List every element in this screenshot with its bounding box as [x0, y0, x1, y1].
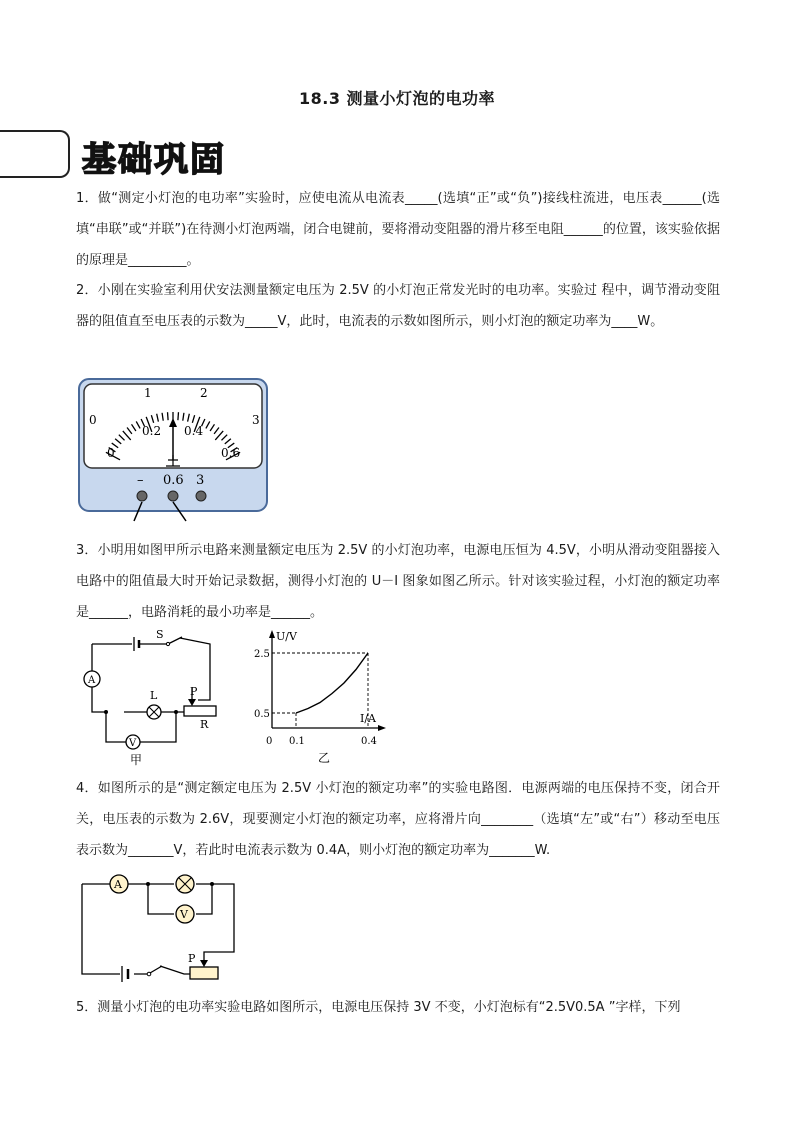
slider-arrow — [188, 699, 196, 706]
ammeter-label: A — [114, 878, 122, 891]
question-number: 3． — [76, 543, 98, 558]
question-text: 做“测定小灯泡的电功率”实验时，应使电流从电流表_____(选填“正”或“负”)接线柱流进，电压表______(选填“串联”或“并联”)在待测小灯泡两端，闭合电键前，要将滑动变阻器的滑片移至电阻______的位置，该实验依据的原理是_________。 — [76, 191, 720, 268]
graph-guide-lines — [272, 653, 368, 728]
circuit-q4 — [76, 874, 240, 982]
junction-dot — [210, 882, 214, 886]
x-axis-label: I/A — [360, 712, 376, 725]
ammeter-terminal-3 — [196, 491, 206, 501]
figure-caption: 乙 — [318, 751, 331, 765]
question-number: 4． — [76, 781, 98, 796]
voltmeter-label: V — [180, 908, 188, 921]
ammeter-terminal-label: 3 — [196, 473, 205, 488]
ammeter-top-label: 0 — [89, 413, 97, 427]
question-number: 1． — [76, 191, 98, 206]
ammeter-tick — [178, 412, 179, 420]
section-header — [0, 130, 300, 178]
slider-arrow — [200, 960, 208, 967]
rheostat-label: R — [200, 718, 209, 731]
switch-label: S — [156, 628, 164, 641]
ammeter-bottom-label: 0.2 — [142, 424, 162, 438]
question-number: 2． — [76, 283, 98, 298]
y-tick-label: 2.5 — [254, 649, 270, 660]
y-tick-label: 0.5 — [254, 709, 270, 720]
switch-lever — [168, 637, 182, 644]
ammeter-terminal-label: 0.6 — [163, 473, 184, 488]
question-number: 5． — [76, 1000, 98, 1015]
question-text: 小明用如图甲所示电路来测量额定电压为 2.5V 的小灯泡功率，电源电压恒为 4.5V，小明从滑动变阻器接入电路中的阻值最大时开始记录数据，测得小灯泡的 U－I 图象如图乙所示。针对该实验过程，小灯泡的额定功率是______，电路消耗的最小功率是______。 — [76, 543, 720, 620]
x-tick-label: 0.1 — [289, 736, 305, 747]
circuit-jia — [76, 628, 226, 768]
question-3 — [76, 535, 720, 628]
question-2 — [76, 275, 720, 337]
figure-caption: 甲 — [130, 753, 143, 767]
y-axis-arrow — [269, 630, 275, 638]
switch-pivot — [166, 642, 169, 645]
ammeter-label: A — [88, 675, 96, 686]
x-axis-arrow — [378, 725, 386, 731]
switch-lever — [150, 966, 162, 973]
voltmeter-label: V — [129, 738, 137, 749]
ammeter-bottom-label: 0.6 — [221, 446, 241, 460]
ammeter-bottom-label: 0.4 — [184, 424, 204, 438]
circuit-wire — [82, 884, 234, 974]
rheostat-symbol — [184, 706, 216, 716]
question-1 — [76, 183, 720, 276]
question-text: 测量小灯泡的电功率实验电路如图所示，电源电压保持 3V 不变，小灯泡标有“2.5V0.5A ”字样，下列 — [97, 1000, 681, 1015]
question-text: 如图所示的是“测定额定电压为 2.5V 小灯泡的额定功率”的实验电路图．电源两端的电压保持不变，闭合开关，电压表的示数为 2.6V，现要测定小灯泡的额定功率，应将滑片向________（选填“左”或“右”）移动至电压表示数为_______V，若此时电流表示数为 0.4A，则小灯泡的额定功率为_______W. — [76, 781, 720, 858]
ammeter-tick — [168, 412, 169, 420]
ammeter-figure — [76, 376, 272, 522]
ammeter-terminal-0.6 — [168, 491, 178, 501]
ammeter-top-label: 2 — [200, 386, 208, 400]
junction-dot — [104, 710, 108, 714]
junction-dot — [146, 882, 150, 886]
question-5 — [76, 992, 720, 1023]
slider-label: P — [188, 952, 196, 965]
question-text: 小刚在实验室利用伏安法测量额定电压为 2.5V 的小灯泡正常发光时的电功率。实验过 程中，调节滑动变阻器的阻值直至电压表的示数为_____V，此时，电流表的示数如图所示，则小灯泡的额定功率为____W。 — [76, 283, 720, 329]
u-i-curve — [296, 653, 368, 713]
section-heading: 基础巩固 — [82, 140, 226, 180]
rheostat-symbol — [190, 967, 218, 979]
ammeter-top-label: 3 — [252, 413, 260, 427]
origin-label: 0 — [266, 736, 273, 747]
x-tick-label: 0.4 — [361, 736, 377, 747]
ammeter-bottom-label: 0 — [107, 446, 115, 460]
ammeter-terminal-label: – — [137, 473, 144, 488]
junction-dot — [174, 710, 178, 714]
question-4 — [76, 773, 720, 866]
section-tab-box — [0, 130, 70, 178]
graph-yi — [252, 628, 392, 768]
lamp-label: L — [150, 689, 158, 702]
ammeter-top-label: 1 — [144, 386, 152, 400]
page-title: 18.3 测量小灯泡的电功率 — [298, 89, 496, 108]
ammeter-terminal-negative — [137, 491, 147, 501]
y-axis-label: U/V — [276, 630, 297, 643]
slider-label: P — [190, 685, 198, 698]
